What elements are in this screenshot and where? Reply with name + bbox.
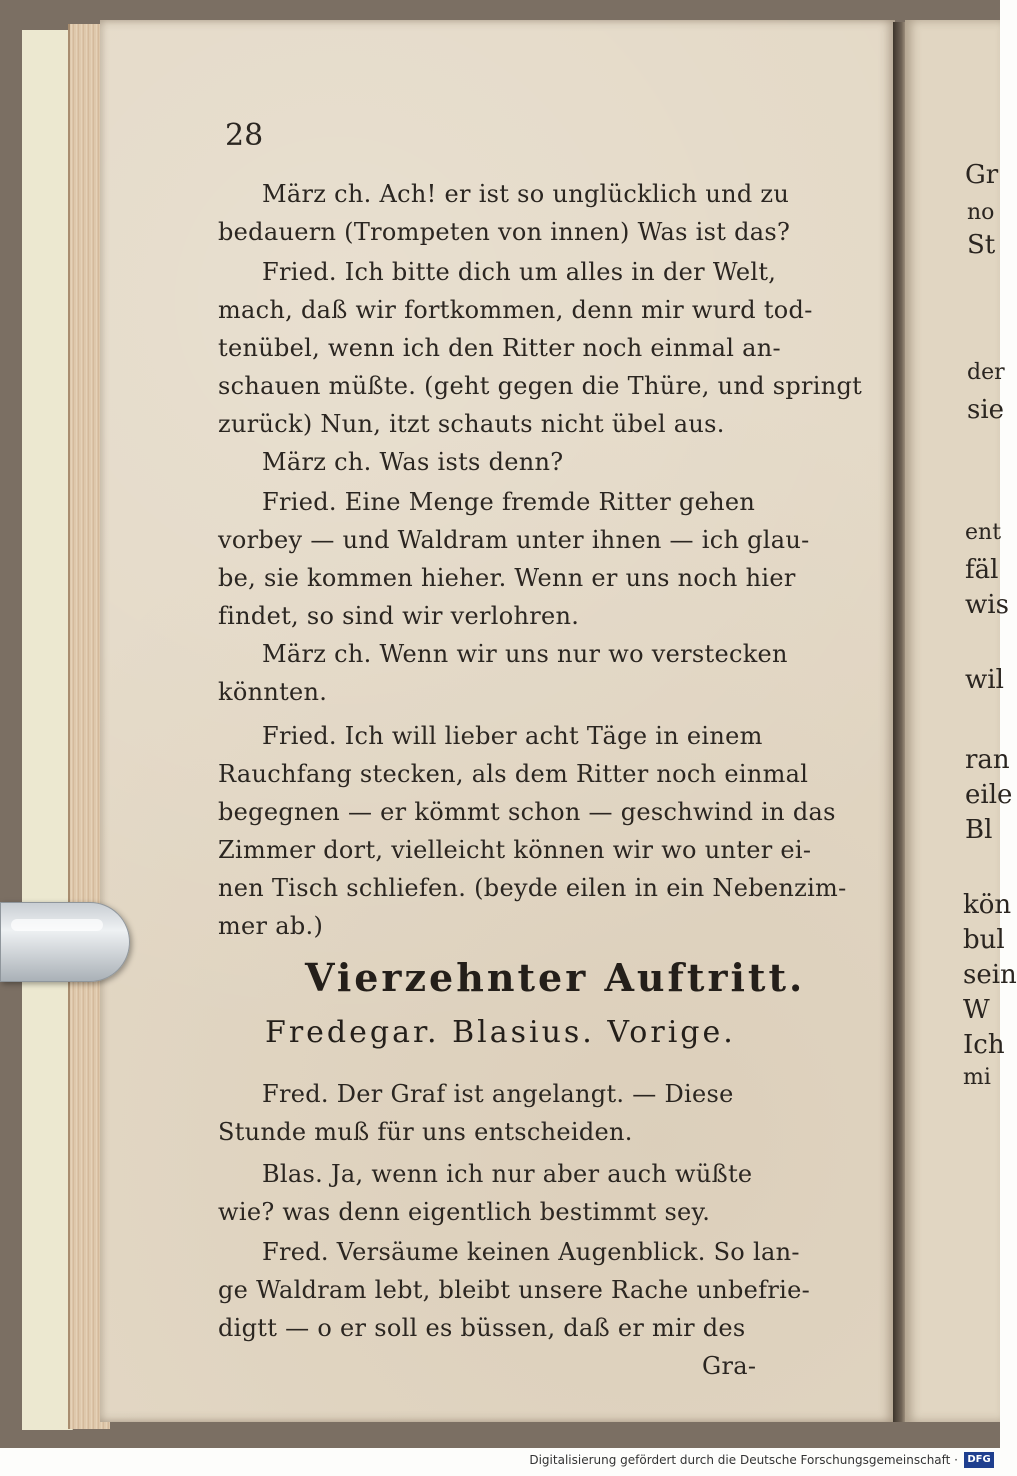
right-page-fragment: mi — [963, 1065, 991, 1090]
book-cover-edge — [22, 30, 73, 1430]
text-line: bedauern (Trompeten von innen) Was ist das? — [218, 218, 791, 246]
right-page-fragment: wis — [965, 590, 1009, 620]
right-page-fragment: St — [967, 230, 996, 260]
right-page-fragment: Bl — [965, 815, 993, 845]
text-line: Fried. Ich will lieber acht Täge in einem — [262, 722, 763, 750]
scene-heading: Vierzehnter Auftritt. — [305, 955, 806, 1000]
text-line: könnten. — [218, 678, 328, 706]
text-line: wie? was denn eigentlich bestimmt sey. — [218, 1198, 711, 1226]
text-line: ge Waldram lebt, bleibt unsere Rache unbefrie- — [218, 1276, 811, 1304]
text-line: März ch. Ach! er ist so unglücklich und zu — [262, 180, 790, 208]
funding-credit: Digitalisierung gefördert durch die Deutsche Forschungsgemeinschaft · — [529, 1453, 958, 1467]
catchword: Gra- — [702, 1352, 757, 1380]
dfg-logo-icon: DFG — [964, 1452, 994, 1468]
text-line: be, sie kommen hieher. Wenn er uns noch hier — [218, 564, 796, 592]
text-line: März ch. Wenn wir uns nur wo verstecken — [262, 640, 788, 668]
page-number: 28 — [225, 118, 264, 153]
right-page-fragment: sein — [963, 960, 1017, 990]
right-page-fragment: Gr — [965, 160, 999, 190]
right-page-fragment: W — [963, 995, 990, 1025]
text-line: schauen müßte. (geht gegen die Thüre, und springt — [218, 372, 863, 400]
text-line: Fred. Versäume keinen Augenblick. So lan- — [262, 1238, 800, 1266]
scene-characters: Fredegar. Blasius. Vorige. — [265, 1015, 736, 1050]
right-page-fragment: ran — [965, 745, 1010, 775]
text-line: begegnen — er kömmt schon — geschwind in das — [218, 798, 836, 826]
right-page-fragment: no — [967, 200, 995, 225]
text-line: vorbey — und Waldram unter ihnen — ich glau- — [218, 526, 810, 554]
right-page-fragment: der — [967, 360, 1005, 385]
right-page-fragment: Ich — [963, 1030, 1005, 1060]
right-page-fragment: eile — [965, 780, 1013, 810]
text-line: März ch. Was ists denn? — [262, 448, 564, 476]
clip-highlight — [11, 919, 103, 931]
text-line: zurück) Nun, itzt schauts nicht übel aus. — [218, 410, 725, 438]
text-line: nen Tisch schliefen. (beyde eilen in ein Nebenzim- — [218, 874, 847, 902]
text-line: mach, daß wir fortkommen, denn mir wurd tod- — [218, 296, 813, 324]
right-page-fragment: wil — [965, 665, 1004, 695]
text-line: Fred. Der Graf ist angelangt. — Diese — [262, 1080, 734, 1108]
right-page — [905, 20, 1017, 1422]
page-clip — [0, 902, 130, 982]
text-line: digtt — o er soll es büssen, daß er mir des — [218, 1314, 746, 1342]
footer-bar — [0, 1448, 1000, 1476]
text-line: tenübel, wenn ich den Ritter noch einmal an- — [218, 334, 781, 362]
text-line: Blas. Ja, wenn ich nur aber auch wüßte — [262, 1160, 753, 1188]
right-page-fragment: bul — [963, 925, 1005, 955]
text-line: Zimmer dort, vielleicht können wir wo unter ei- — [218, 836, 812, 864]
text-line: Fried. Ich bitte dich um alles in der Welt, — [262, 258, 777, 286]
text-line: mer ab.) — [218, 912, 324, 940]
text-line: Fried. Eine Menge fremde Ritter gehen — [262, 488, 756, 516]
text-line: Rauchfang stecken, als dem Ritter noch einmal — [218, 760, 809, 788]
right-page-fragment: kön — [963, 890, 1012, 920]
text-line: Stunde muß für uns entscheiden. — [218, 1118, 633, 1146]
right-page-fragment: fäl — [965, 555, 999, 585]
text-line: findet, so sind wir verlohren. — [218, 602, 580, 630]
right-page-fragment: sie — [967, 395, 1005, 425]
right-page-fragment: ent — [965, 520, 1002, 545]
